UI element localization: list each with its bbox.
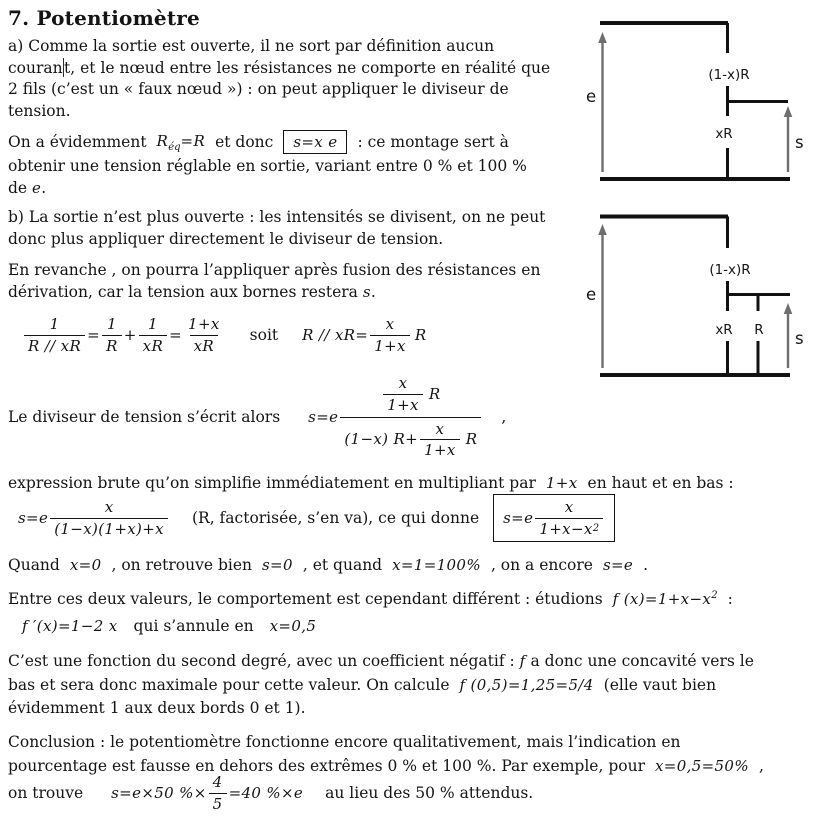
text-segment: couran: [8, 58, 63, 77]
math-expr: f (x)=1+x−x: [612, 590, 712, 608]
arrowhead-s: [784, 106, 793, 117]
math-expr: 1+x−x: [539, 519, 593, 538]
text-line: [8, 674, 754, 698]
text-segment: Le diviseur de tension s’écrit alors: [8, 408, 281, 426]
denominator: R // xR: [24, 335, 85, 357]
text-segment: de: [8, 178, 33, 197]
text-line: tension.: [8, 101, 71, 120]
denominator: 1+x: [383, 394, 423, 416]
text-line: donc plus appliquer directement le diviseur de tension.: [8, 229, 444, 248]
fraction: [184, 314, 224, 357]
denominator: 1+x: [370, 335, 410, 357]
text-line: Conclusion : le potentiomètre fonctionne encore qualitativement, mais l’indication en: [8, 733, 681, 751]
math-var: s: [362, 282, 371, 301]
text-segment: : ce montage sert à: [357, 133, 509, 151]
denominator: R: [102, 335, 122, 357]
paragraph-req: [8, 128, 527, 199]
voltage-label-e: e: [586, 87, 597, 106]
math-expr: x=0: [69, 556, 102, 574]
math-var: R: [465, 430, 478, 449]
text-segment: On a évidemment: [8, 133, 147, 151]
text-segment: C’est une fonction du second degré, avec un coefficient négatif :: [8, 652, 520, 670]
numerator: 1: [147, 314, 158, 333]
text-segment: (R, factorisée, s’en va), ce qui donne: [191, 509, 480, 527]
math-expr: R // xR=: [302, 326, 369, 344]
numerator: x: [435, 419, 445, 438]
text-segment: et donc: [215, 133, 274, 151]
math-rest: =R: [180, 131, 206, 150]
line-conclusion-formula: [8, 770, 533, 816]
text-segment: , on retrouve bien: [111, 556, 252, 574]
formula-fx: [613, 590, 718, 608]
text-segment: .: [370, 282, 376, 301]
math-lead: s=e×50 %×: [111, 784, 207, 802]
fraction: [383, 373, 423, 416]
resistor-label-series: (1-x)R: [708, 67, 750, 83]
math-lead: s=e: [308, 408, 339, 426]
denominator: [340, 417, 481, 463]
math-var: e: [32, 178, 42, 197]
text-segment: Quand: [8, 556, 60, 574]
numerator: x: [564, 497, 574, 516]
numerator: 1: [49, 314, 60, 333]
text-segment: on trouve: [8, 784, 84, 802]
numerator: x: [104, 497, 114, 516]
denominator: xR: [190, 335, 218, 357]
text-line: En revanche , on pourra l’appliquer après fusion des résistances en: [8, 261, 541, 279]
fraction: [209, 772, 227, 815]
text-segment: en haut et en bas :: [587, 474, 734, 492]
paragraph-entre: [8, 588, 733, 610]
text-segment: .: [41, 178, 47, 197]
math-expr: (1−x) R+: [344, 430, 419, 449]
paragraph-quand: [8, 554, 648, 576]
denominator: 5: [209, 793, 227, 815]
text-segment: (elle vaut bien: [603, 675, 717, 694]
text-segment: au lieu des 50 % attendus.: [325, 784, 534, 802]
voltage-label-e: e: [586, 285, 597, 304]
math-expr: f (0,5)=1,25=5/4: [459, 675, 594, 694]
page-title: 7. Potentiomètre: [8, 6, 200, 30]
text-line: b) La sortie n’est plus ouverte : les intensités se divisent, on ne peut: [8, 208, 546, 226]
math-var: f: [519, 652, 526, 670]
math-expr: s=0: [262, 556, 293, 574]
text-segment: dérivation, car la tension aux bornes restera: [8, 282, 363, 301]
denominator: [535, 518, 603, 540]
resistor-label-series: (1-x)R: [709, 262, 751, 278]
denominator: (1−x)(1+x)+x: [50, 518, 168, 540]
big-fraction: [340, 372, 481, 462]
text-line: [8, 282, 540, 304]
math-var: R: [156, 131, 169, 150]
math-expr: s=e: [602, 556, 634, 574]
arrowhead-e: [598, 32, 607, 43]
text-line: évidemment 1 aux deux bords 0 et 1).: [8, 699, 306, 717]
text-segment: pourcentage est fausse en dehors des extrêmes 0 % et 100 %. Par exemple, pour: [8, 756, 645, 775]
text-segment: .: [643, 556, 649, 574]
math-lead: s=e: [503, 509, 534, 527]
paragraph-expression: [8, 472, 734, 494]
fraction: [50, 497, 168, 540]
equation-divider: [8, 372, 506, 462]
text-segment: :: [727, 590, 733, 608]
math-sup: 2: [592, 522, 600, 534]
text-segment: , et quand: [302, 556, 383, 574]
math-expr: x=0,5: [269, 617, 317, 635]
math-expr: s=x e: [293, 133, 338, 151]
paragraph-b: [8, 207, 545, 250]
text-line: [8, 178, 527, 200]
voltage-label-s: s: [795, 329, 804, 348]
numerator: x: [398, 374, 408, 392]
text-line: 2 fils (c’est un « faux nœud ») : on peut appliquer le diviseur de: [8, 80, 509, 98]
text-line: [8, 650, 754, 674]
fraction: [24, 314, 85, 357]
paragraph-a: [8, 36, 550, 122]
text-segment: qui s’annule en: [133, 617, 254, 635]
equation-simplified: [18, 492, 615, 544]
math-sub: éq: [168, 141, 181, 153]
text-segment: t, et le nœud entre les résistances ne comporte en réalité que: [64, 58, 551, 77]
math-op: =: [87, 326, 101, 344]
denominator: 1+x: [420, 439, 460, 461]
math-lead: s=e: [18, 509, 49, 527]
numerator: 1+x: [188, 314, 220, 333]
line-derivative: [22, 615, 316, 637]
voltage-label-s: s: [795, 133, 804, 152]
formula-req: [157, 132, 206, 153]
resistor-label-shunt: xR: [715, 322, 733, 338]
equation-parallel: [22, 313, 427, 357]
numerator: [377, 372, 444, 417]
fraction: [102, 314, 122, 357]
numerator: 1: [106, 314, 117, 333]
math-op: +: [123, 326, 137, 344]
circuit-diagram-loaded: [580, 206, 810, 378]
arrowhead-s: [784, 303, 793, 314]
text-segment: ,: [758, 756, 764, 775]
math-sup: 2: [711, 590, 718, 601]
text-segment: soit: [249, 326, 279, 344]
math-expr: 1+x: [545, 474, 578, 492]
text-segment: bas et sera donc maximale pour cette valeur. On calcule: [8, 675, 450, 694]
paragraph-fonction: [8, 650, 754, 721]
text-segment: expression brute qu’on simplifie immédiatement en multipliant par: [8, 474, 536, 492]
fraction: [139, 314, 167, 357]
math-tail: =40 %×e: [228, 784, 304, 802]
boxed-formula-sxe: [283, 130, 347, 154]
denominator: xR: [139, 335, 167, 357]
text-line: a) Comme la sortie est ouverte, il ne sort par définition aucun: [8, 37, 495, 55]
text-line: [8, 58, 550, 80]
circuit-diagram-open-output: [580, 12, 810, 187]
numerator: x: [385, 314, 395, 333]
math-expr: x=0,5=50%: [654, 756, 749, 775]
numerator: 4: [212, 772, 223, 791]
text-segment: , on a encore: [490, 556, 593, 574]
fraction: [370, 314, 410, 357]
arrowhead-e: [598, 224, 607, 235]
text-segment: ,: [501, 408, 507, 426]
math-op: =: [169, 326, 183, 344]
math-expr: x=1=100%: [392, 556, 481, 574]
resistor-label-shunt: xR: [715, 126, 733, 142]
math-expr: f ′(x)=1−2 x: [22, 617, 118, 635]
text-segment: a donc une concavité vers le: [525, 652, 754, 670]
math-var: R: [414, 326, 427, 344]
math-var: R: [428, 384, 441, 403]
paragraph-revanche: [8, 260, 540, 303]
text-line: obtenir une tension réglable en sortie, variant entre 0 % et 100 %: [8, 157, 527, 175]
text-segment: Entre ces deux valeurs, le comportement est cependant différent : étudions: [8, 590, 603, 608]
fraction: [420, 419, 460, 462]
fraction: [535, 497, 603, 540]
text-line: [8, 128, 527, 156]
boxed-formula-result: [493, 494, 615, 543]
resistor-label-load: R: [754, 322, 764, 338]
